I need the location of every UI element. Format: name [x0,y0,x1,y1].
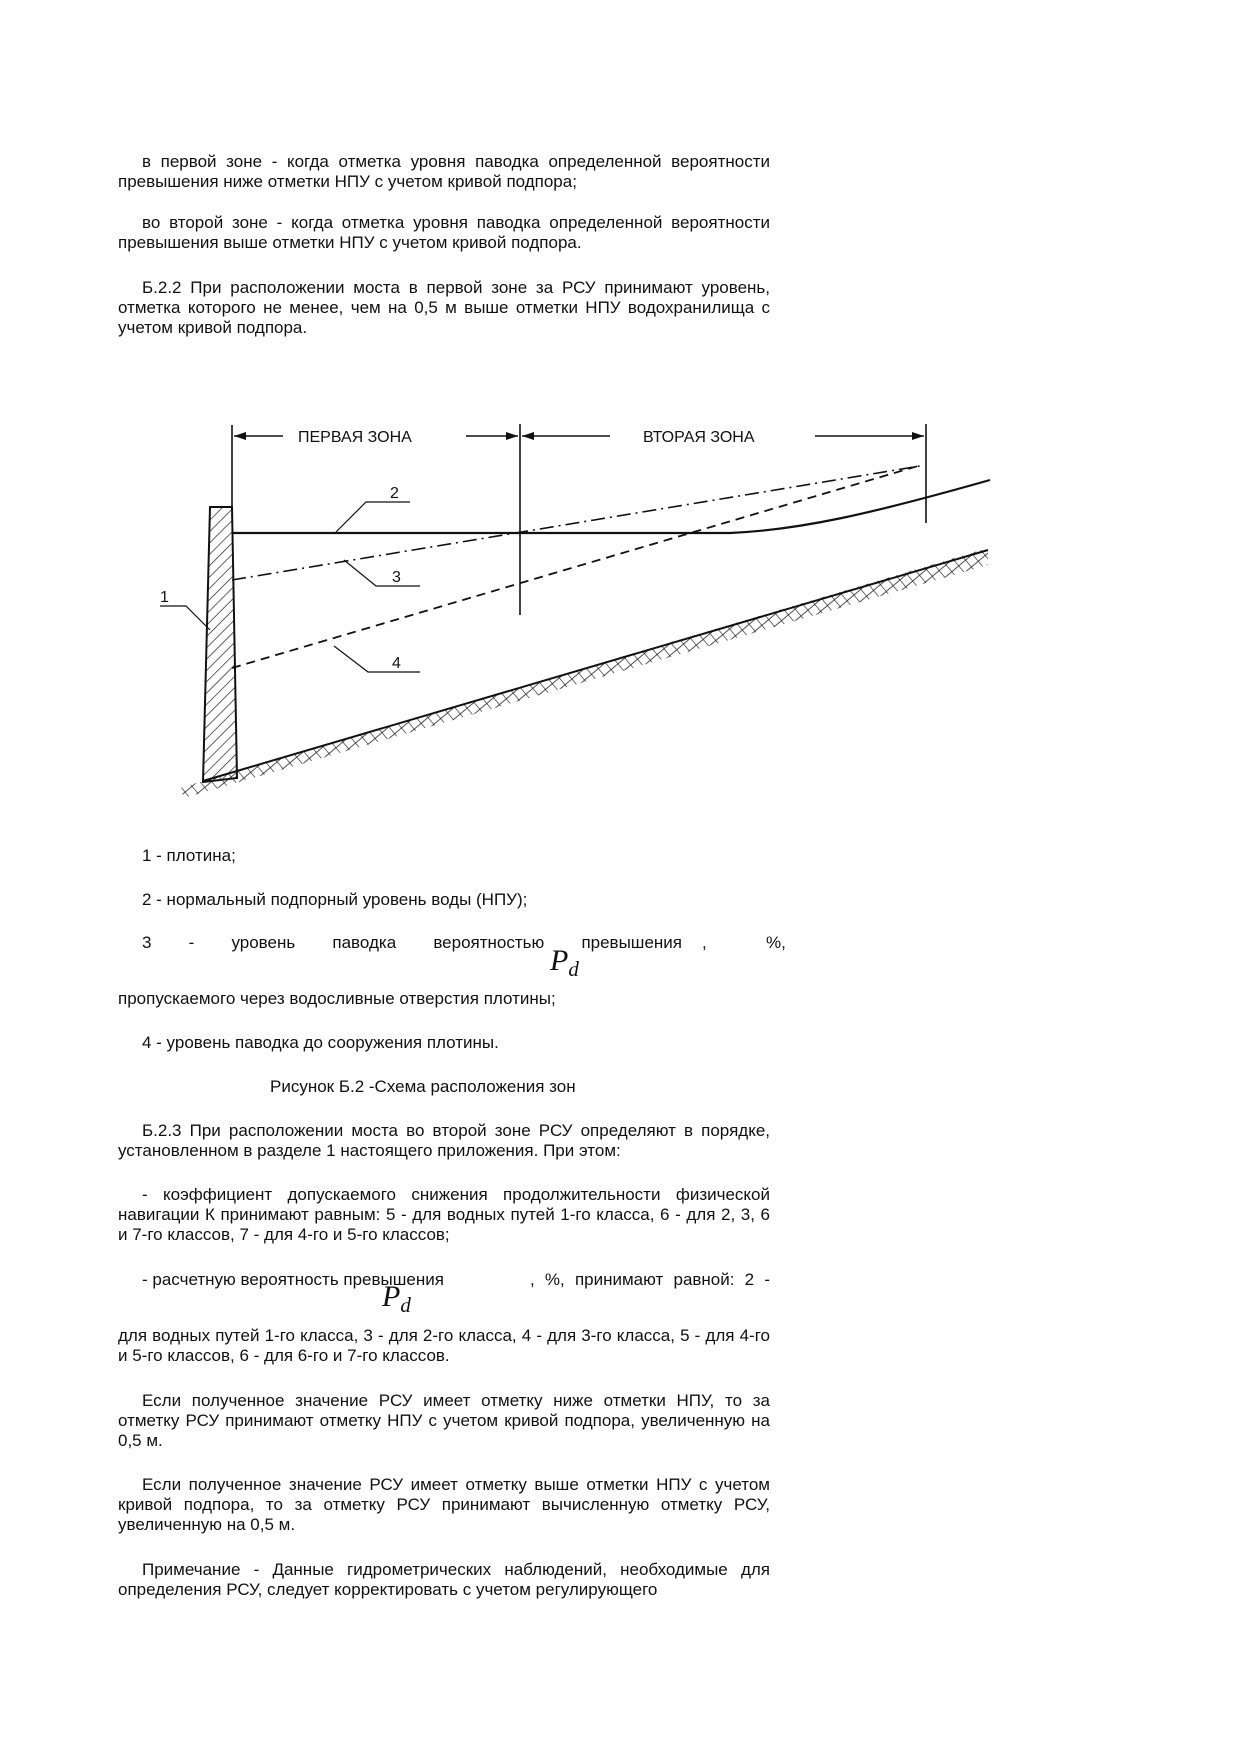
legend-item-3-cont: пропускаемого через водосливные отверстия плотины; [118,989,556,1008]
callout-1: 1 [160,589,169,606]
paragraph-below-npu: Если полученное значение РСУ имеет отметку ниже отметки НПУ, то за отметку РСУ принимают отметку НПУ с учетом кривой подпора, увеличенную на 0,5 м. [118,1391,770,1450]
probability-text: - расчетную вероятность превышения [142,1270,444,1289]
legend-item-2: 2 - нормальный подпорный уровень воды (НПУ); [142,890,528,909]
arrowhead [522,432,534,440]
arrowhead [506,432,518,440]
ground-surface-line [203,550,988,781]
legend-item-4: 4 - уровень паводка до сооружения плотины. [142,1033,499,1052]
paragraph-b23: Б.2.3 При расположении моста во второй зоне РСУ определяют в порядке, установленном в разделе 1 настоящего приложения. При этом: [118,1121,770,1160]
npu-level-line [232,480,990,533]
callout-leader-1 [160,606,210,630]
legend-item-3-comma: , [702,933,707,952]
pd-letter: P [550,944,569,977]
paragraph-zone2: во второй зоне - когда отметка уровня паводка определенной вероятности превышения выше отметки НПУ с учетом кривой подпора. [118,213,770,252]
legend-item-3-text: 3 - уровень паводка вероятностью превышения [142,933,682,952]
legend-item-3-percent: %, [766,933,786,952]
pd-letter: P [382,1280,401,1313]
legend-item-1: 1 - плотина; [142,846,236,865]
arrowhead [912,432,924,440]
callout-3: 3 [392,569,401,586]
pd-subscript: d [568,957,579,981]
callout-leader-2 [336,502,410,532]
flood-level-before-dam-line [232,466,918,668]
dam-body [203,507,237,782]
pd-symbol-probability [382,1282,411,1320]
figure-caption: Рисунок Б.2 -Схема расположения зон [270,1077,576,1096]
zone-diagram [0,390,1240,810]
pd-symbol-legend [550,946,579,984]
zone1-label: ПЕРВАЯ ЗОНА [298,429,412,446]
callout-leader-3 [344,560,420,586]
paragraph-coefficient: - коэффициент допускаемого снижения продолжительности физической навигации К принимают равным: 5 - для водных путей 1-го класса, 6 - для 2, 3, 6 и 7-го классов, 7 - для 4-го и 5-го классов; [118,1185,770,1244]
paragraph-zone1: в первой зоне - когда отметка уровня паводка определенной вероятности превышения ниже отметки НПУ с учетом кривой подпора; [118,152,770,191]
probability-text-b: , %, принимают равной: 2 - [530,1270,770,1289]
pd-subscript: d [400,1293,411,1317]
callout-2: 2 [390,485,399,502]
callout-leader-4 [334,646,420,672]
paragraph-probability-cont: для водных путей 1-го класса, 3 - для 2-го класса, 4 - для 3-го класса, 5 - для 4-го и 5-го классов, 6 - для 6-го и 7-го классов. [118,1326,770,1365]
paragraph-b22: Б.2.2 При расположении моста в первой зоне за РСУ принимают уровень, отметка которого не менее, чем на 0,5 м выше отметки НПУ водохранилища с учетом кривой подпора. [118,278,770,337]
callout-4: 4 [392,655,401,672]
paragraph-above-npu: Если полученное значение РСУ имеет отметку выше отметки НПУ с учетом кривой подпора, то за отметку РСУ принимают вычисленную отметку РСУ, увеличенную на 0,5 м. [118,1475,770,1534]
arrowhead [234,432,246,440]
paragraph-note: Примечание - Данные гидрометрических наблюдений, необходимые для определения РСУ, следует корректировать с учетом регулирующего [118,1560,770,1599]
zone2-label: ВТОРАЯ ЗОНА [643,429,755,446]
